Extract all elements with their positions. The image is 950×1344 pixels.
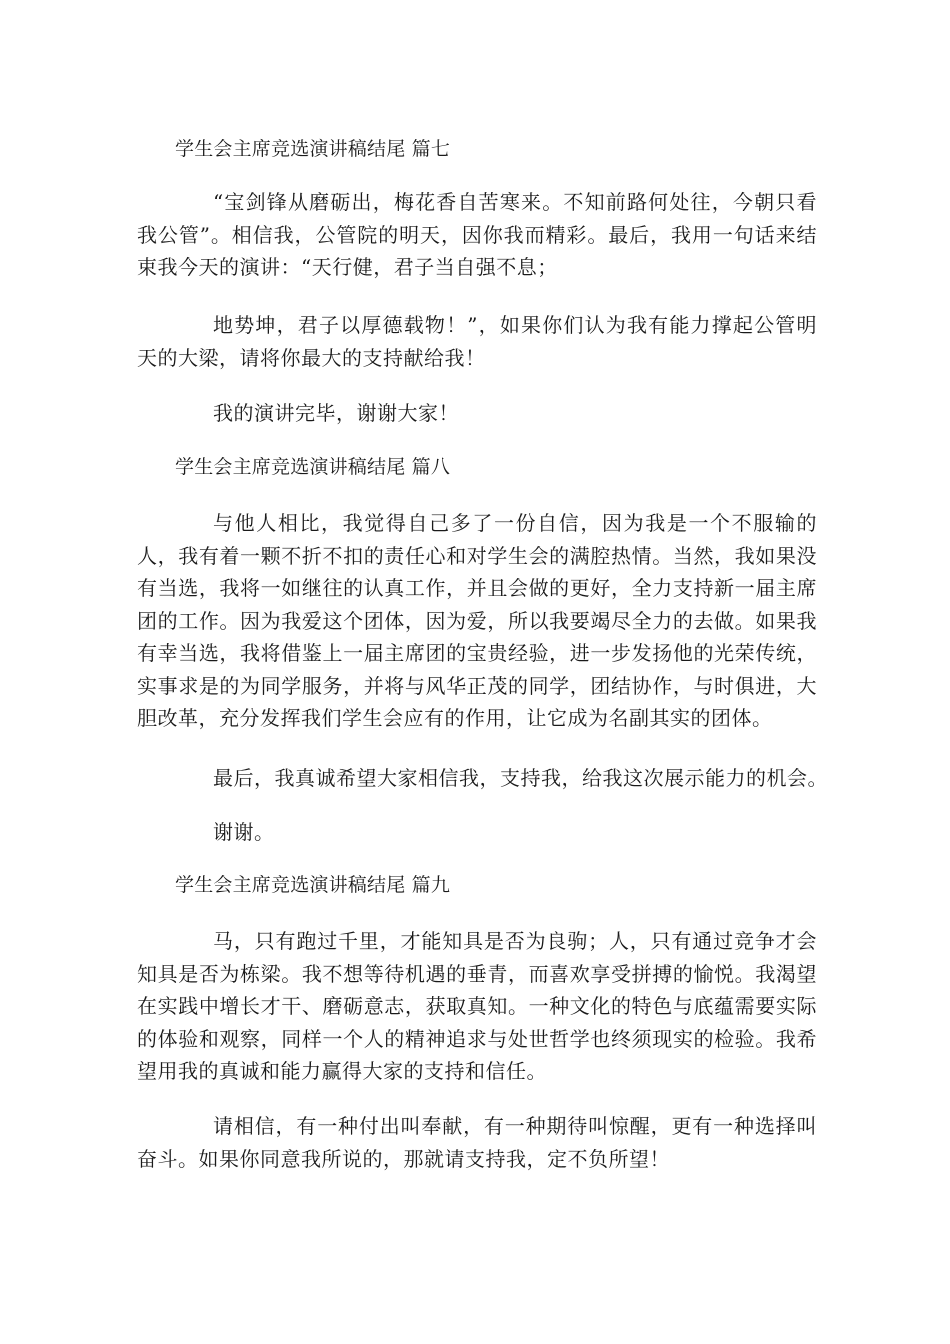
paragraph: 我的演讲完毕，谢谢大家！: [213, 401, 459, 425]
paragraph: 请相信，有一种付出叫奉献，有一种期待叫惊醒，更有一种选择叫奋斗。如果你同意我所说的，那就请支持我，定不负所望！: [137, 1114, 817, 1171]
paragraph: 最后，我真诚希望大家相信我，支持我，给我这次展示能力的机会。: [213, 766, 828, 790]
paragraph: “宝剑锋从磨砺出，梅花香自苦寒来。不知前路何处往，今朝只看我公管”。相信我，公管院的明天，因你我而精彩。最后，我用一句话来结束我今天的演讲：“天行健，君子当自强不息；: [137, 190, 817, 279]
section-heading-8: 学生会主席竞选演讲稿结尾 篇八: [175, 456, 451, 478]
paragraph: 与他人相比，我觉得自己多了一份自信，因为我是一个不服输的人，我有着一颗不折不扣的责任心和对学生会的满腔热情。当然，我如果没有当选，我将一如继往的认真工作，并且会做的更好，全力支持新一届主席团的工作。因为我爱这个团体，因为爱，所以我要竭尽全力的去做。如果我有幸当选，我将借鉴上一届主席团的宝贵经验，进一步发扬他的光荣传统，实事求是的为同学服务，并将与风华正茂的同学，团结协作，与时俱进，大胆改革，充分发挥我们学生会应有的作用，让它成为名副其实的团体。: [137, 511, 817, 730]
section-heading-9: 学生会主席竞选演讲稿结尾 篇九: [175, 874, 451, 896]
paragraph: 马，只有跑过千里，才能知具是否为良驹；人，只有通过竞争才会知具是否为栋梁。我不想等待机遇的垂青，而喜欢享受拼搏的愉悦。我渴望在实践中增长才干、磨砺意志，获取真知。一种文化的特色与底蕴需要实际的体验和观察，同样一个人的精神追求与处世哲学也终须现实的检验。我希望用我的真诚和能力赢得大家的支持和信任。: [137, 929, 817, 1083]
section-heading-7: 学生会主席竞选演讲稿结尾 篇七: [175, 138, 451, 160]
paragraph: 谢谢。: [213, 820, 275, 844]
paragraph: 地势坤，君子以厚德载物！”，如果你们认为我有能力撑起公管明天的大梁，请将你最大的支持献给我！: [137, 313, 817, 370]
